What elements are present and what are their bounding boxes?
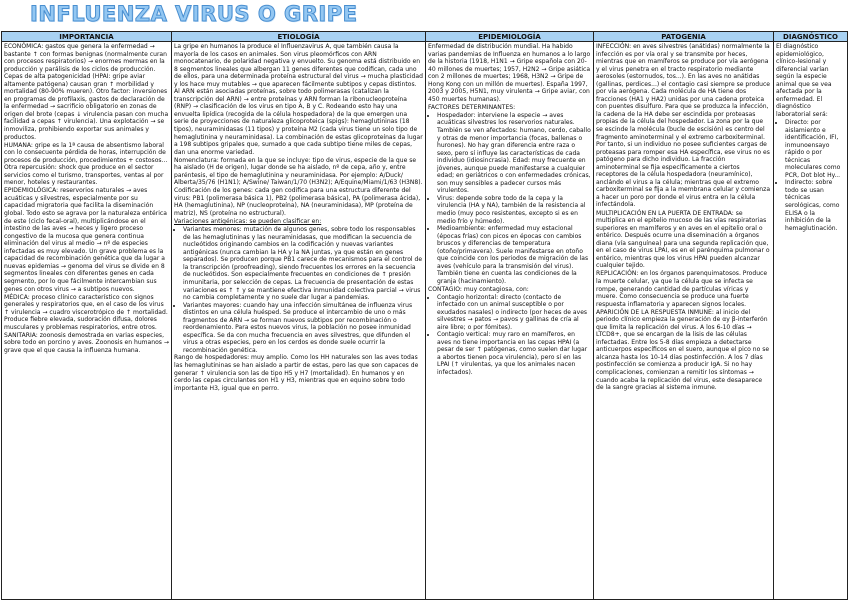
epidemiologia-cell <box>426 42 594 600</box>
variantes-mayores: • Variantes mayores: cuando hay una infección simultánea de influenza virus distintos en una célula huésped. Se produce el intercambio de uno o más fragmentos de ARN → se forman nuevos subtipos por recombinación o reordenamiento. Para estos nuevos virus, la población no posee inmunidad específica. Se da con mucha frecuencia en aves silvestres, que difunden el virus a otras especies, pero en los cerdos es donde suele ocurrir la recombinación genética. <box>183 302 423 355</box>
factores-heading: FACTORES DETERMINANTES: <box>428 103 516 111</box>
header-importancia: IMPORTANCIA <box>2 32 172 42</box>
header-epidemiologia: EPIDEMIOLOGÍA <box>426 32 594 42</box>
factor-virus: • Virus: depende sobre todo de la cepa y la virulencia (HA y NA), también de la resistencia al medio (muy poco resistentes, excepto si es en medio frío y húmedo). <box>437 195 591 225</box>
patogenia-cell <box>594 42 774 600</box>
content-row <box>2 42 848 600</box>
epidemiologia-intro: Enfermedad de distribución mundial. Ha habido varias pandemias de Influenza en humanos a lo largo de la historia (1918, H1N1 → Gripe española con 20-40 millones de muertes; 1957, H2N2 → Gripe asiática con 2 millones de muertes; 1968, H3N2 → Gripe de Hong Kong con un millón de muertes). España 1997, 2003 y 2005, H5N1, muy virulenta → Gripe aviar, con 450 muertes humanas). <box>428 43 591 103</box>
etiologia-intro: La gripe en humanos la produce el Influenzavirus A, que también causa la mayoría de los casos en animales. Son virus pleomórficos con ARN monocatenario, de polaridad negativa y envuelto. Su genoma está distribuido en 8 segmentos lineales que albergan 11 genes diferentes que codifican, cada uno de ellos, para una determinada proteína estructural del virus → mucha plasticidad y los hace muy mutables → que aparecen fácilmente subtipos y cepas distintos. Al ARN están asociadas proteínas, sobre todo polimerasas (catalizan la transcripción del ARN) → entre proteínas y ARN forman la ribonucleoproteína (RNP) → clasificación de los virus en tipo A, B y C. Rodeando esto hay una envuelta lipídica (recogida de la célula hospedadora) de la que emergen una serie de proyecciones de naturaleza glicoproteica (spigs): hemaglutininas (18 tipos), neuraminidasas (11 tipos) y proteína M2 (cada virus tiene un solo tipo de hemaglutinina y neuraminidasa). La combinación de estas glicoproteínas da lugar a 198 subtipos gripales que, sumado a que cada subtipo tiene miles de cepas, dan una enorme variedad. <box>174 43 423 156</box>
header-patogenia: PATOGENIA <box>594 32 774 42</box>
contagio-list <box>428 294 591 377</box>
content-table <box>1 31 848 600</box>
contagio-horizontal: • Contagio horizontal: directo (contacto de infectado con un animal susceptible o por exudados nasales) o indirecto (por heces de aves silvestres → patos → pavos y gallinas de cría al aire libre; o por fómites). <box>437 294 591 332</box>
factor-hospedador: • Hospedador: interviene la especie → aves acuáticas silvestres los reservorios naturales. También se ven afectados: humano, cerdo, caballo y otras de menor importancia (focas, ballenas o hurones). No hay gran diferencia entre raza o sexo, pero sí influye las características de cada individuo (idiosincrasia). Edad: muy frecuente en jóvenes, aunque puede manifestarse a cualquier edad; en geriátricos o con enfermedades crónicas, son muy sensibles a padecer cursos más virulentos. <box>437 112 591 195</box>
diagnostico-intro: El diagnóstico epidemiológico, clínico-lesional y diferencial varían según la especie animal que se vea afectada por la enfermedad. El diagnóstico laboratorial será: <box>776 43 832 118</box>
importancia-cell <box>2 42 172 600</box>
etiologia-nomenclatura: Nomenclatura: formada en la que se incluye: tipo de virus, especie de la que se ha aislado (H de origen), lugar donde se ha aislado, nº de cepa, año y, entre paréntesis, el tipo de hemaglutinina y neuraminidasa. Por ejemplo: A/Duck/ Alberta/35/76 (H1N1); A/Swine/ Taiwan/1/70 (H3N2); A/Equine/Miami/1/63 (H3N8). <box>174 156 423 187</box>
diagnostico-indirecto: • Indirecto: sobre todo se usan técnicas serológicas, como ELISA o la inhibición de la hemaglutinación. <box>785 179 845 232</box>
importancia-epidemiologica: EPIDEMIOLÓGICA: reservorios naturales → aves acuáticas y silvestres, especialmente por su capacidad migratoria que facilita la diseminación global. Todo esto se agrava por la naturaleza entérica de este (ciclo fecal-oral), multiplicándose en el intestino de las aves → heces y ligero proceso congestivo de la mucosa que genera continua eliminación del virus al medio → nº de especies infectadas es muy elevado. Un grave problema es la capacidad de recombinación genética que da lugar a nuevas epidemias → genoma del virus se divide en 8 segmentos lineales con diferentes genes en cada segmento, por lo que fácilmente intercambian sus genes con otros virus → a subtipos nuevos. <box>4 187 167 293</box>
patogenia-multiplicacion: MULTIPLICACIÓN EN LA PUERTA DE ENTRADA: se multiplica en el epitelio mucoso de las vías respiratorias superiores en mamíferos y en aves en el epitelio oral o entérico. Después ocurre una diseminación a órganos diana (vía sanguínea) para una segunda replicación que, en el caso de virus LPAI, es en el parénquima pulmonar o entérico, mientras que los virus HPAI pueden alcanzar cualquier tejido. <box>596 209 770 270</box>
variantes-menores: • Variantes menores: mutación de algunos genes, sobre todo los responsables de las hemaglutininas y las neuraminidasas, que modifican la secuencia de nucleótidos originando cambios en la codificación y nuevas variantes antigénicas (nunca cambian la HA y la NA juntas, ya que están en genes separados). Se producen porque PB1 carece de mecanismos para el control de la transcripción (proofreading), siendo frecuentes los errores en la secuencia de nucleótidos. Son especialmente frecuentes en condiciones de ↑ presión inmunitaria, por selección de cepas. La frecuencia de presentación de estas variaciones es ↑ ↑ y se mantiene efectiva inmunidad colectiva parcial → virus no cambia completamente y no suele dar lugar a pandemias. <box>183 226 423 301</box>
factores-list <box>428 112 591 286</box>
patogenia-replicacion: REPLICACIÓN: en los órganos parenquimatosos. Produce la muerte celular, ya que la célula que se infecta se rompe, generando cantidad de partículas víricas y muere. Como consecuencia se produce una fuerte respuesta inflamatoria y aparecen signos locales. <box>596 270 768 308</box>
page-title: INFLUENZA VIRUS O GRIPE <box>30 2 358 26</box>
header-etiologia: ETIOLOGÍA <box>172 32 426 42</box>
importancia-humana: HUMANA: gripe es la 1ª causa de absentismo laboral con lo consecuente pérdida de horas, interrupción de procesos de producción, procedimientos + costosos... Otra repercusión: shock que produce en el sector servicios como el turismo, transportes, ventas al por menor, hoteles y restaurantes. <box>4 141 168 187</box>
diagnostico-directo: • Directo: por aislamiento e identificación, IFI, inmunoensayo rápido o por técnicas moleculares como PCR, Dot blot Hy... <box>785 119 845 179</box>
importancia-economica: ECONÓMICA: gastos que genera la enfermedad → bastante ↑ con formas benignas (normalmente curan con procesos respiratorios) → enormes mermas en la producción y parálisis de los ciclos de producción. Cepas de alta patogenicidad (HPAI: gripe aviar altamente patógena) causan gran ↑ morbilidad y mortalidad (80-90% mueren). Otro factor: inversiones en programas de profilaxis, gastos de declaración de la enfermedad → sacrificio obligatorio en zonas de origen del brote (cepas ↓ virulencia pasan con mucha facilidad a cepas ↑ virulencia). Una explotación → se inmoviliza, prohibiendo exportar sus animales y productos. <box>4 43 169 141</box>
contagio-vertical: • Contagio vertical: muy raro en mamíferos, en aves no tiene importancia en las cepas HPAI (a pesar de ser ↑ patógenas, como suelen dar lugar a abortos tienen poca virulencia), pero sí en las LPAI (↑ virulentas, ya que los animales nacen infectados). <box>437 331 591 376</box>
importancia-sanitaria: SANITARIA: zoonosis demostrada en varias especies, sobre todo en porcino y aves. Zoonosis en humanos → grave que el que causa la influenza humana. <box>4 331 169 354</box>
importancia-medica: MÉDICA: proceso clínico característico con signos generales y respiratorios que, en el caso de los virus ↑ virulencia → cuadro viscerotrópico de ↑ mortalidad. Produce fiebre elevada, sudoración difusa, dolores musculares y problemas respiratorios, entre otros. <box>4 293 168 331</box>
etiologia-codificacion: Codificación de los genes: cada gen codifica para una estructura diferente del virus: PB1 (polimerasa básica 1), PB2 (polimerasa básica), PA (polimerasa ácida), HA (hemaglutinina), NP (nucleoproteína), NA (neuraminidasa), MP (proteína de matriz), NS (proteína no estructural). <box>174 187 421 218</box>
header-row <box>2 32 848 42</box>
patogenia-infeccion: INFECCIÓN: en aves silvestres (anátidas) normalmente la infección es por vía oral y se transmite por heces, mientras que en mamíferos se produce por vía aerógena y el virus penetra en el tracto respiratorio mediante aerosoles (estornudos, tos...). En las aves no anátidas (gallinas, perdices...) el contagio casi siempre se produce por vía aerógena. Cada molécula de HA tiene dos fracciones (HA1 y HA2) unidas por una cadena proteica con puentes disulfuro. Para que se produzca la infección, la cadena de la HA debe ser escindida por proteasas propias de la célula del hospedador. La zona por la que se escinde la molécula (bucle de escisión) es centro del fragmento aminoterminal y el extremo carboxiterminal. Por tanto, si un individuo no posee suficientes cargas de proteasas para romper esa HA específica, ese virus no es patógeno para dicho individuo. La fracción aminoterminal se fija específicamente a ciertos receptores de la célula hospedadora (neuramínico), anclándo el virus a la célula; mientras que el extremo carboxiterminal se fija a la membrana celular y comienza a hacer un poro por donde el virus entra en la célula infectándola. <box>596 43 771 209</box>
header-diagnostico: DIAGNÓSTICO <box>774 32 848 42</box>
etiologia-rango: Rango de hospedadores: muy amplio. Como los HH naturales son las aves todas las hemaglutininas se han aislado a partir de estas, pero las que son capaces de generar ↑ virulencia son las de tipo H5 y H7 (mortalidad). En humanos y en cerdo las cepas circulantes son H1 y H3, mientras que en equino sobre todo importante H3, igual que en perro. <box>174 354 419 392</box>
etiologia-cell <box>172 42 426 600</box>
factor-medioambiente: • Medioambiente: enfermedad muy estacional (épocas frías) con picos en épocas con cambios bruscos y diferencias de temperatura (otoño/primavera). Suele manifestarse en otoño que coincide con los periodos de migración de las aves (vehículo para la transmisión del virus). También tiene en cuenta las condiciones de la granja (hacinamiento). <box>437 225 591 285</box>
diagnostico-list <box>776 119 845 232</box>
etiologia-variaciones: Variaciones antigénicas: se pueden clasificar en: <box>174 218 322 226</box>
patogenia-respuesta-inmune: APARICIÓN DE LA RESPUESTA INMUNE: al inicio del periodo clínico empieza la generación de αy β-interferón que limita la replicación del virus. A los 6-10 días → LTCD8+, que se encargan de la lisis de las células infectadas. Entre los 5-8 días empieza a detectarse anticuerpos específicos en el suero, aunque el pico no se alcanza hasta los 10-14 días postinfección. A los 7 días postinfección se comienza a producir IgA. Si no hay complicaciones, comienzan a remitir los síntomas → cuando acaba la replicación del virus, este desaparece de la sangre gracias al sistema inmune. <box>596 308 770 392</box>
diagnostico-cell <box>774 42 848 600</box>
variaciones-list <box>174 226 423 354</box>
contagio-heading: CONTAGIO: muy contagiosa, con: <box>428 285 529 293</box>
